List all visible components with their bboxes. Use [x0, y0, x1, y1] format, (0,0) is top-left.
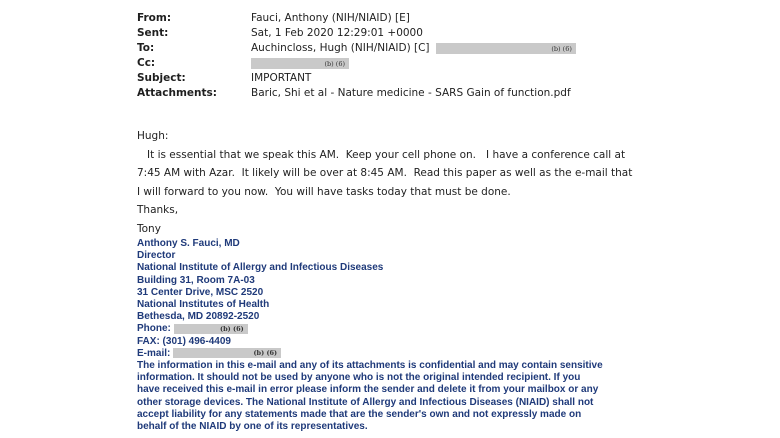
to-redaction	[436, 43, 576, 54]
header-subject-row	[137, 71, 312, 85]
header-attachments-row	[137, 86, 571, 100]
signature-street: 31 Center Drive, MSC 2520	[137, 286, 264, 298]
signature-phone-row	[137, 323, 383, 335]
signature-email-row	[137, 348, 383, 360]
signature-institute: National Institute of Allergy and Infectious Diseases	[137, 262, 384, 274]
disclaimer-line: accept liability for any statements made that are the sender's own and not expressly made on	[137, 408, 582, 420]
signature-fax: FAX: (301) 496-4409	[137, 335, 231, 347]
cc-redaction	[251, 58, 349, 69]
sent-value: Sat, 1 Feb 2020 12:29:01 +0000	[251, 27, 423, 39]
to-label: To:	[137, 42, 155, 54]
header-cc-row	[137, 56, 345, 70]
email-label: E-mail:	[137, 347, 171, 359]
signature-org: National Institutes of Health	[137, 298, 270, 310]
disclaimer-line: The information in this e-mail and any of its attachments is confidential and may contain sensitive	[137, 360, 603, 371]
disclaimer-line: information. It should not be used by anyone who is not the original intended recipient. If you	[137, 372, 581, 384]
confidentiality-disclaimer	[137, 360, 657, 433]
header-from-row	[137, 11, 410, 25]
disclaimer-line: behalf of the NIAID by one of its representatives.	[137, 421, 368, 433]
cc-value-wrap	[251, 56, 349, 70]
message-line: It is essential that we speak this AM. Keep your cell phone on. I have a conference call at	[137, 148, 626, 161]
header-sent-row	[137, 26, 423, 40]
disclaimer-line: other storage devices. The National Institute of Allergy and Infectious Diseases (NIAID) shall not	[137, 396, 594, 408]
from-value: Fauci, Anthony (NIH/NIAID) [E]	[251, 12, 410, 24]
disclaimer-line: have received this e-mail in error please inform the sender and delete it from your mailbox or any	[137, 384, 599, 396]
subject-value: IMPORTANT	[251, 72, 312, 84]
cc-label: Cc:	[137, 57, 156, 69]
header-to-row	[137, 41, 572, 55]
subject-label: Subject:	[137, 72, 186, 84]
phone-redaction	[174, 324, 248, 334]
cc-redaction-code: (b) (6)	[324, 59, 345, 68]
message-line: I will forward to you now. You will have tasks today that must be done.	[137, 185, 511, 198]
attachments-label: Attachments:	[137, 87, 217, 99]
signature-building: Building 31, Room 7A-03	[137, 274, 255, 286]
signature-name: Anthony S. Fauci, MD	[137, 238, 240, 249]
to-value: Auchincloss, Hugh (NIH/NIAID) [C]	[251, 42, 430, 54]
to-value-wrap	[251, 41, 576, 55]
signature-title: Director	[137, 250, 176, 262]
attachment-link[interactable]: Baric, Shi et al - Nature medicine - SARS Gain of function.pdf	[251, 87, 571, 99]
phone-label: Phone:	[137, 323, 171, 335]
message-greeting: Hugh:	[137, 130, 169, 142]
message-body	[137, 127, 697, 238]
to-redaction-code: (b) (6)	[551, 44, 572, 53]
email-redaction-code: (b) (6)	[253, 349, 278, 358]
sent-label: Sent:	[137, 27, 169, 39]
phone-redaction-code: (b) (6)	[220, 324, 244, 333]
message-signoff: Tony	[137, 222, 161, 235]
message-closing: Thanks,	[137, 204, 179, 216]
from-label: From:	[137, 12, 172, 24]
email-redaction	[173, 348, 281, 358]
signature-city: Bethesda, MD 20892-2520	[137, 311, 260, 323]
signature-block	[137, 238, 383, 360]
message-line: 7:45 AM with Azar. It likely will be over at 8:45 AM. Read this paper as well as the e-mail that	[137, 167, 633, 179]
